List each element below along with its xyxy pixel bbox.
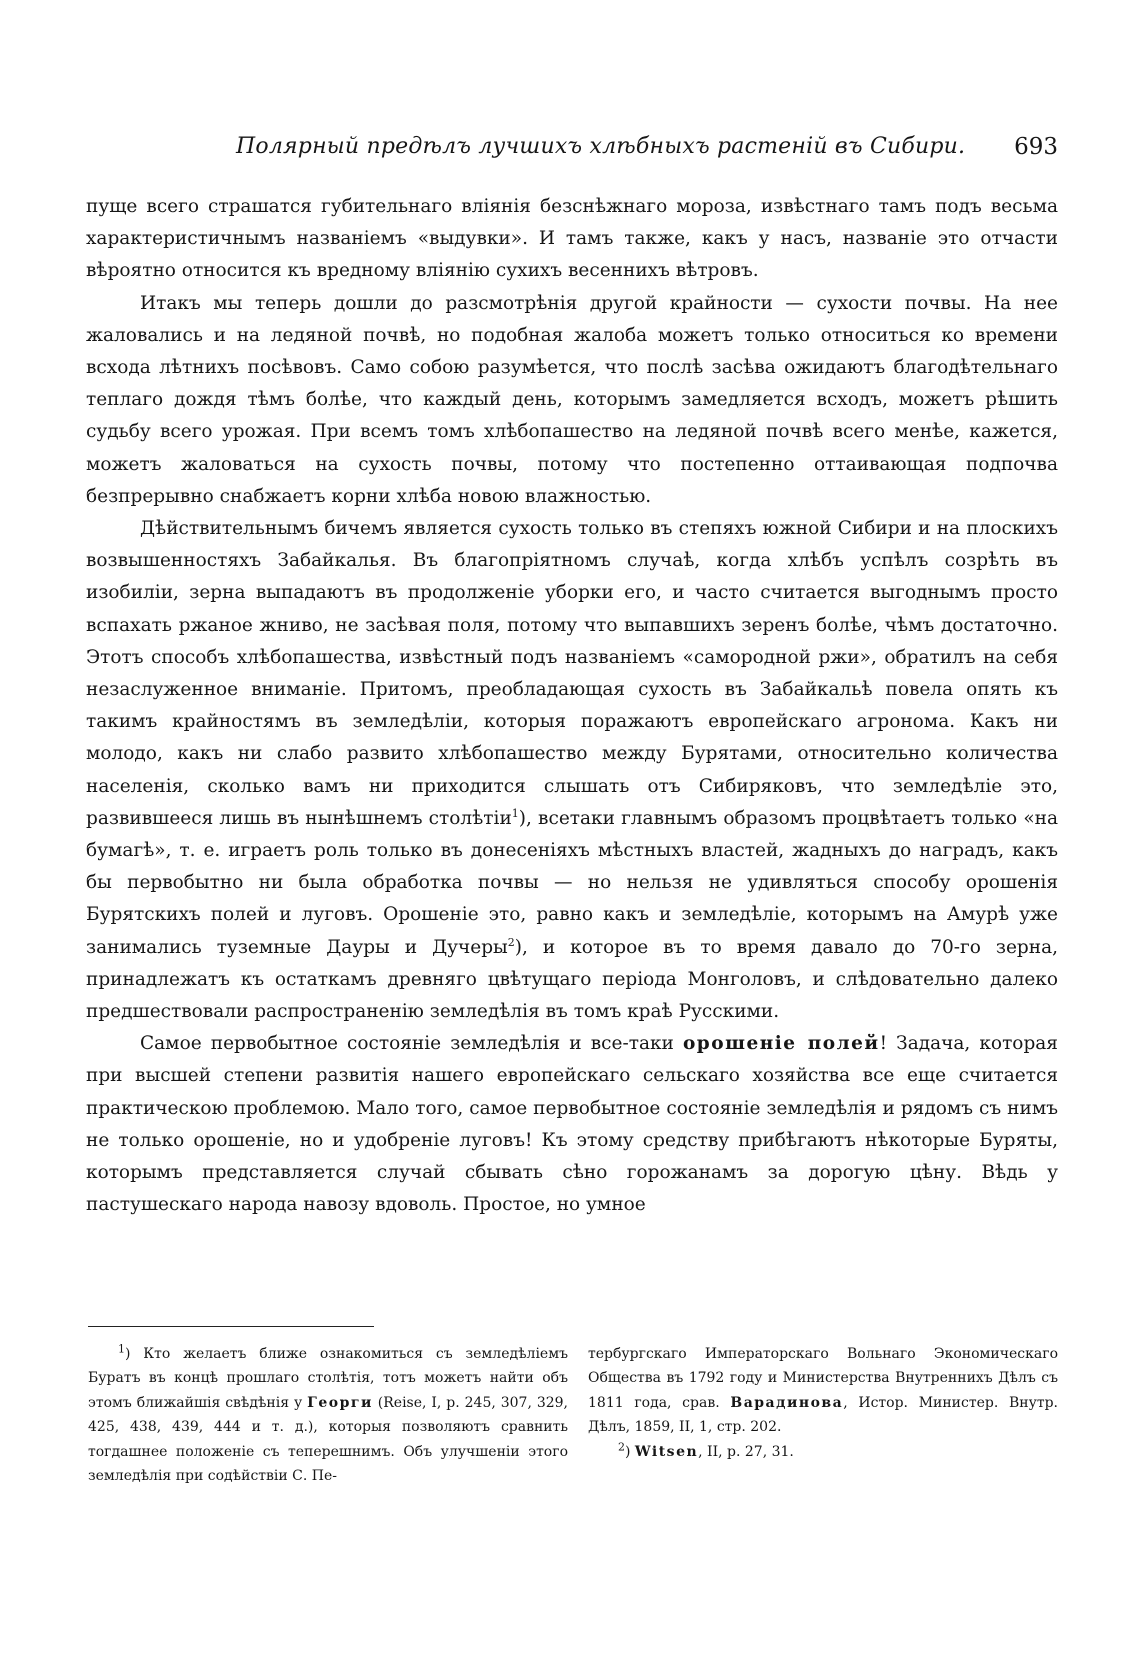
paragraph-3 <box>86 513 1058 1028</box>
footnote-1-cont-a: тербургскаго Императорскаго Вольнаго Экономическаго Общества въ 1792 году и Министерства Внутреннихъ Дѣлъ съ 1811 года, срав. <box>588 1346 1058 1411</box>
paragraph-3-part-c: ), и которое въ то время давало до 70-го зерна, принадлежатъ къ остаткамъ древняго цвѣтущаго періода Монголовъ, и слѣдовательно далеко предшествовали распространенію земледѣлія въ томъ краѣ Русскими. <box>86 936 1058 1023</box>
footnotes <box>88 1342 1058 1488</box>
page-header <box>86 134 1058 164</box>
paragraph-3-part-b: ), всетаки главнымъ образомъ процвѣтаетъ только «на бумагѣ», т. е. играетъ роль только въ донесеніяхъ мѣстныхъ властей, жадныхъ до наградъ, какъ бы первобытно ни была обработка почвы — но нельзя не удивляться способу орошенія Бурятскихъ полей и луговъ. Орошеніе это, равно какъ и земледѣліе, которымъ на Амурѣ уже занимались туземные Дауры и Дучеры <box>86 807 1058 958</box>
footnote-2-marker: 2 <box>618 1439 625 1453</box>
page-number: 693 <box>1014 134 1058 160</box>
running-title: Полярный предѣлъ лучшихъ хлѣбныхъ растеній въ Сибири. <box>236 134 966 159</box>
paragraph-1: пуще всего страшатся губительнаго вліянія безснѣжнаго мороза, извѣстнаго тамъ подъ весьма характеристичнымъ названіемъ «выдувки». И тамъ также, какъ у насъ, названіе это отчасти вѣроятно относится къ вредному вліянію сухихъ весеннихъ вѣтровъ. <box>86 196 1058 282</box>
footnote-1-marker: 1 <box>118 1342 125 1356</box>
footnote-1-text-a: ) Кто желаетъ ближе ознакомиться съ земледѣліемъ Буратъ въ концѣ прошлаго столѣтія, тотъ можетъ найти объ этомъ ближайшія свѣдѣнія у <box>88 1346 568 1411</box>
footnote-1-author: Георги <box>307 1394 373 1411</box>
footnote-1-text-b: (Reise, I, p. 245, 307, 329, 425, 438, 439, 444 и т. д.), которыя позволяютъ сравнить тогдашнее положеніе съ теперешнимъ. Объ улучшеніи этого земледѣлія при содѣйствіи С. Пе- <box>88 1394 569 1485</box>
footnote-2-text: , II, p. 27, 31. <box>698 1443 794 1460</box>
paragraph-4-part-a: Самое первобытное состояніе земледѣлія и все-таки <box>140 1033 674 1055</box>
paragraph-3-part-a: Дѣйствительнымъ бичемъ является сухость только въ степяхъ южной Сибири и на плоскихъ возвышенностяхъ Забайкалья. Въ благопріятномъ случаѣ, когда хлѣбъ успѣлъ созрѣть въ изобиліи, зерна выпадаютъ въ продолженіе уборки его, и часто считается выгоднымъ просто вспахать ржаное жниво, не засѣвая поля, потому что выпавшихъ зеренъ болѣе, чѣмъ достаточно. Этотъ способъ хлѣбопашества, извѣстный подъ названіемъ «самородной ржи», обратилъ на себя незаслуженное вниманіе. Притомъ, преобладающая сухость въ Забайкальѣ повела опять къ такимъ крайностямъ въ земледѣліи, которыя поражаютъ европейскаго агронома. Какъ ни молодо, какъ ни слабо развито хлѣбопашество между Бурятами, относительно количества населенія, сколько вамъ ни приходится слышать отъ Сибиряковъ, что земледѣліе это, развившееся лишь въ нынѣшнемъ столѣтіи <box>86 518 1058 829</box>
footnote-column-right <box>588 1342 1058 1488</box>
paragraph-4-part-b: ! Задача, которая при высшей степени развитія нашего европейскаго сельскаго хозяйства все еще считается практическою проблемою. Мало того, самое первобытное состояніе земледѣлія и рядомъ съ нимъ не только орошеніе, но и удобреніе луговъ! Къ этому средству прибѣгаютъ нѣкоторые Буряты, которымъ представляется случай сбывать сѣно горожанамъ за дорогую цѣну. Вѣдь у пастушескаго народа навозу вдоволь. Простое, но умное <box>86 1033 1058 1216</box>
footnote-1-cont-b: , Истор. Министер. Внутр. Дѣлъ, 1859, II, 1, стр. 202. <box>588 1394 1058 1436</box>
footnote-divider <box>88 1326 374 1327</box>
footnote-2: $^2$) Witsen, II, p. 27, 31. <box>618 1439 794 1460</box>
main-text <box>86 191 1058 1222</box>
emphasized-phrase: орошеніе полей <box>682 1033 880 1055</box>
footnote-1 <box>88 1342 568 1488</box>
paragraph-4 <box>86 1028 1058 1221</box>
footnote-ref-1[interactable]: 1 <box>511 806 519 820</box>
paragraph-2: Итакъ мы теперь дошли до разсмотрѣнія другой крайности — сухости почвы. На нее жаловались и на ледяной почвѣ, но подобная жалоба можетъ только относиться ко времени всхода лѣтнихъ посѣвовъ. Само собою разумѣется, что послѣ засѣва ожидаютъ благодѣтельнаго теплаго дождя тѣмъ болѣе, что каждый день, которымъ замедляется всходъ, можетъ рѣшить судьбу всего урожая. При всемъ томъ хлѣбопашество на ледяной почвѣ всего менѣе, кажется, можетъ жаловаться на сухость почвы, потому что постепенно оттаивающая подпочва безпрерывно снабжаетъ корни хлѣба новою влажностью. <box>86 292 1058 507</box>
footnote-2-author: Witsen <box>634 1443 699 1460</box>
footnote-1-continuation <box>588 1342 1058 1440</box>
footnote-ref-2[interactable]: 2 <box>507 935 515 949</box>
footnote-1-cont-author: Варадинова <box>730 1394 844 1411</box>
footnote-column-left <box>88 1342 568 1488</box>
